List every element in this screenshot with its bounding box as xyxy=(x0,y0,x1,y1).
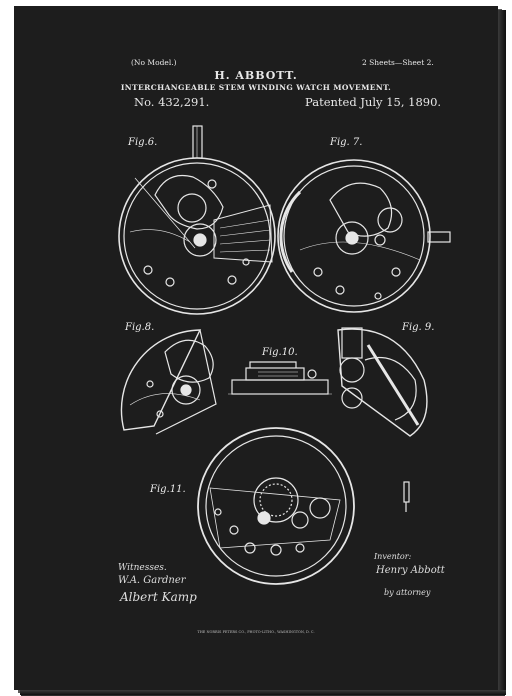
fig-6-watch-movement xyxy=(119,126,275,314)
patent-date: Patented July 15, 1890. xyxy=(305,95,442,109)
inventor-label: Inventor: xyxy=(374,552,412,561)
fig-9-partial-movement xyxy=(338,328,427,436)
fig-9-label: Fig. 9. xyxy=(402,322,435,333)
no-model-label: (No Model.) xyxy=(131,58,177,67)
sheet-number: 2 Sheets—Sheet 2. xyxy=(362,58,434,67)
inventor-signature: Henry Abbott xyxy=(376,565,445,576)
fig-10-side-view xyxy=(228,362,332,394)
patent-number: No. 432,291. xyxy=(134,95,210,109)
fig-8-partial-movement xyxy=(121,330,216,434)
fig-7-label: Fig. 7. xyxy=(330,137,363,148)
attorney-label: by attorney xyxy=(384,588,431,597)
inventor-name: H. ABBOTT. xyxy=(214,69,298,82)
fig-6-label: Fig.6. xyxy=(128,137,158,148)
witness-1-signature: W.A. Gardner xyxy=(118,575,186,586)
witnesses-label: Witnesses. xyxy=(118,563,167,573)
fig-8-label: Fig.8. xyxy=(125,322,155,333)
fig-10-label: Fig.10. xyxy=(262,347,298,358)
printer-credit: THE NORRIS PETERS CO., PHOTO-LITHO., WASHINGTON, D. C. xyxy=(197,630,315,634)
patent-title: INTERCHANGEABLE STEM WINDING WATCH MOVEMENT. xyxy=(120,83,392,92)
witness-2-signature: Albert Kamp xyxy=(120,590,197,604)
fig-11-label: Fig.11. xyxy=(150,484,186,495)
fig-7-watch-movement xyxy=(278,160,450,312)
